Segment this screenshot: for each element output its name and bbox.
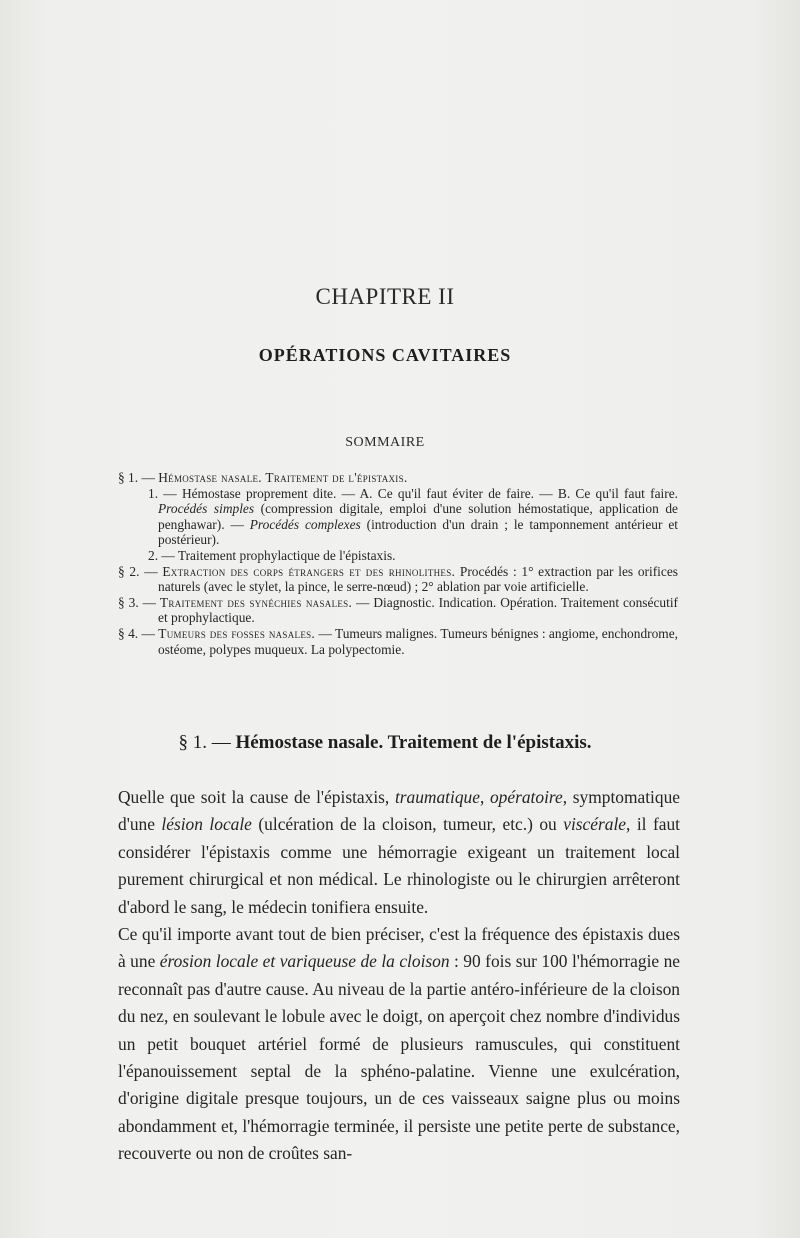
body-paragraph-1 [118, 784, 680, 921]
summary-entry-1-sub-1-italic-2: Procédés complexes [249, 516, 361, 532]
summary-block [118, 470, 678, 657]
summary-entry-1 [118, 470, 678, 486]
summary-entry-1-sub-1-text-c: (compression digitale, emploi d'une solution hémostatique, application de penghawar). — [158, 501, 678, 532]
body-paragraph-2-italic-1: érosion locale et variqueuse de la cloison [159, 951, 450, 972]
body-paragraph-1-italic-4: viscérale [563, 814, 626, 835]
body-paragraph-1-text-e: , symptomatique d'une [118, 787, 680, 835]
summary-entry-4 [118, 626, 678, 657]
sommaire-label: SOMMAIRE [345, 435, 425, 450]
section-heading-number: § 1. — [178, 732, 236, 753]
body-paragraph-2 [118, 921, 680, 1168]
summary-entry-1-number: § 1. [118, 470, 139, 485]
summary-entry-4-number: § 4. [118, 625, 139, 641]
summary-entry-4-title: Tumeurs des fosses nasales. [158, 625, 316, 641]
summary-entry-1-dash: — [138, 470, 159, 485]
summary-entry-3-number: § 3. [118, 594, 139, 610]
section-heading-title: Hémostase nasale. Traitement de l'épistaxis. [235, 732, 592, 753]
summary-entry-2 [118, 564, 678, 595]
body-paragraph-1-text-i: , il faut considérer l'épistaxis comme une hémorragie exigeant un traitement local purement chirurgical et non médical. Le rhinologiste ou le chirurgien arrêteront d'abord le sang, le médecin tonifiera ensuite. [118, 814, 680, 917]
summary-entry-2-title: Extraction des corps étrangers et des rhinolithes. [162, 563, 456, 579]
section-heading [0, 732, 770, 754]
section-title: OPÉRATIONS CAVITAIRES [258, 345, 512, 365]
summary-entry-1-sub-2: 2. — Traitement prophylactique de l'épistaxis. [148, 547, 396, 563]
body-paragraph-2-text-a: Ce qu'il importe avant tout de bien préciser, c'est la fréquence des épistaxis dues à une [118, 924, 680, 972]
body-paragraph-1-text-g: (ulcération de la cloison, tumeur, etc.) ou [251, 814, 564, 835]
body-paragraph-1-italic-1: traumatique [394, 787, 480, 807]
summary-entry-3 [118, 595, 678, 626]
summary-entry-1-sub-1-italic-1: Procédés simples [158, 501, 255, 517]
summary-entry-4-dash: — [138, 625, 159, 641]
summary-entry-3-text: — Diagnostic. Indication. Opération. Traitement consécutif et prophylactique. [158, 594, 678, 626]
body-paragraph-1-italic-3: lésion locale [161, 814, 252, 835]
summary-entry-3-title: Traitement des synéchies nasales. [159, 594, 353, 610]
summary-entry-2-text: Procédés : 1° extraction par les orifices naturels (avec le stylet, la pince, le serre-nœud) ; 2° ablation par voie artificielle. [158, 563, 678, 595]
summary-entry-4-text: — Tumeurs malignes. Tumeurs bénignes : angiome, enchondrome, ostéome, polypes muqueux. La polypectomie. [158, 625, 678, 657]
body-text [118, 784, 680, 1168]
summary-entry-1-sub-1-text-a: 1. — Hémostase proprement dite. — A. Ce qu'il faut éviter de faire. — B. Ce qu'il faut faire. [148, 485, 678, 501]
summary-entry-1-sub-1 [118, 486, 678, 548]
body-paragraph-1-text-c: , [479, 787, 490, 807]
body-paragraph-2-text-c: : 90 fois sur 100 l'hémorragie ne reconnaît pas d'autre cause. Au niveau de la partie antéro-inférieure de la cloison du nez, en soulevant le lobule avec le doigt, on aperçoit chez nombre d'individus un petit bouquet artériel formé de plusieurs ramuscules, qui constituent l'épanouissement septal de la sphéno-palatine. Vienne une exulcération, d'origine digitale presque toujours, un de ces vaisseaux saigne plus ou moins abondamment et, l'hémorragie terminée, il persiste une petite perte de substance, recouverte ou non de croûtes san- [118, 951, 680, 1164]
summary-entry-3-dash: — [138, 594, 160, 610]
body-paragraph-1-italic-2: opératoire [489, 787, 563, 807]
chapter-title: CHAPITRE II [315, 284, 455, 309]
summary-entry-1-sub-1-text-e: (introduction d'un drain ; le tamponnement antérieur et postérieur). [158, 516, 678, 548]
summary-entry-2-dash: — [139, 563, 163, 579]
summary-entry-2-number: § 2. [118, 563, 140, 579]
body-paragraph-1-text-a: Quelle que soit la cause de l'épistaxis, [118, 787, 395, 807]
summary-entry-1-title: Hémostase nasale. Traitement de l'épistaxis. [158, 470, 408, 485]
